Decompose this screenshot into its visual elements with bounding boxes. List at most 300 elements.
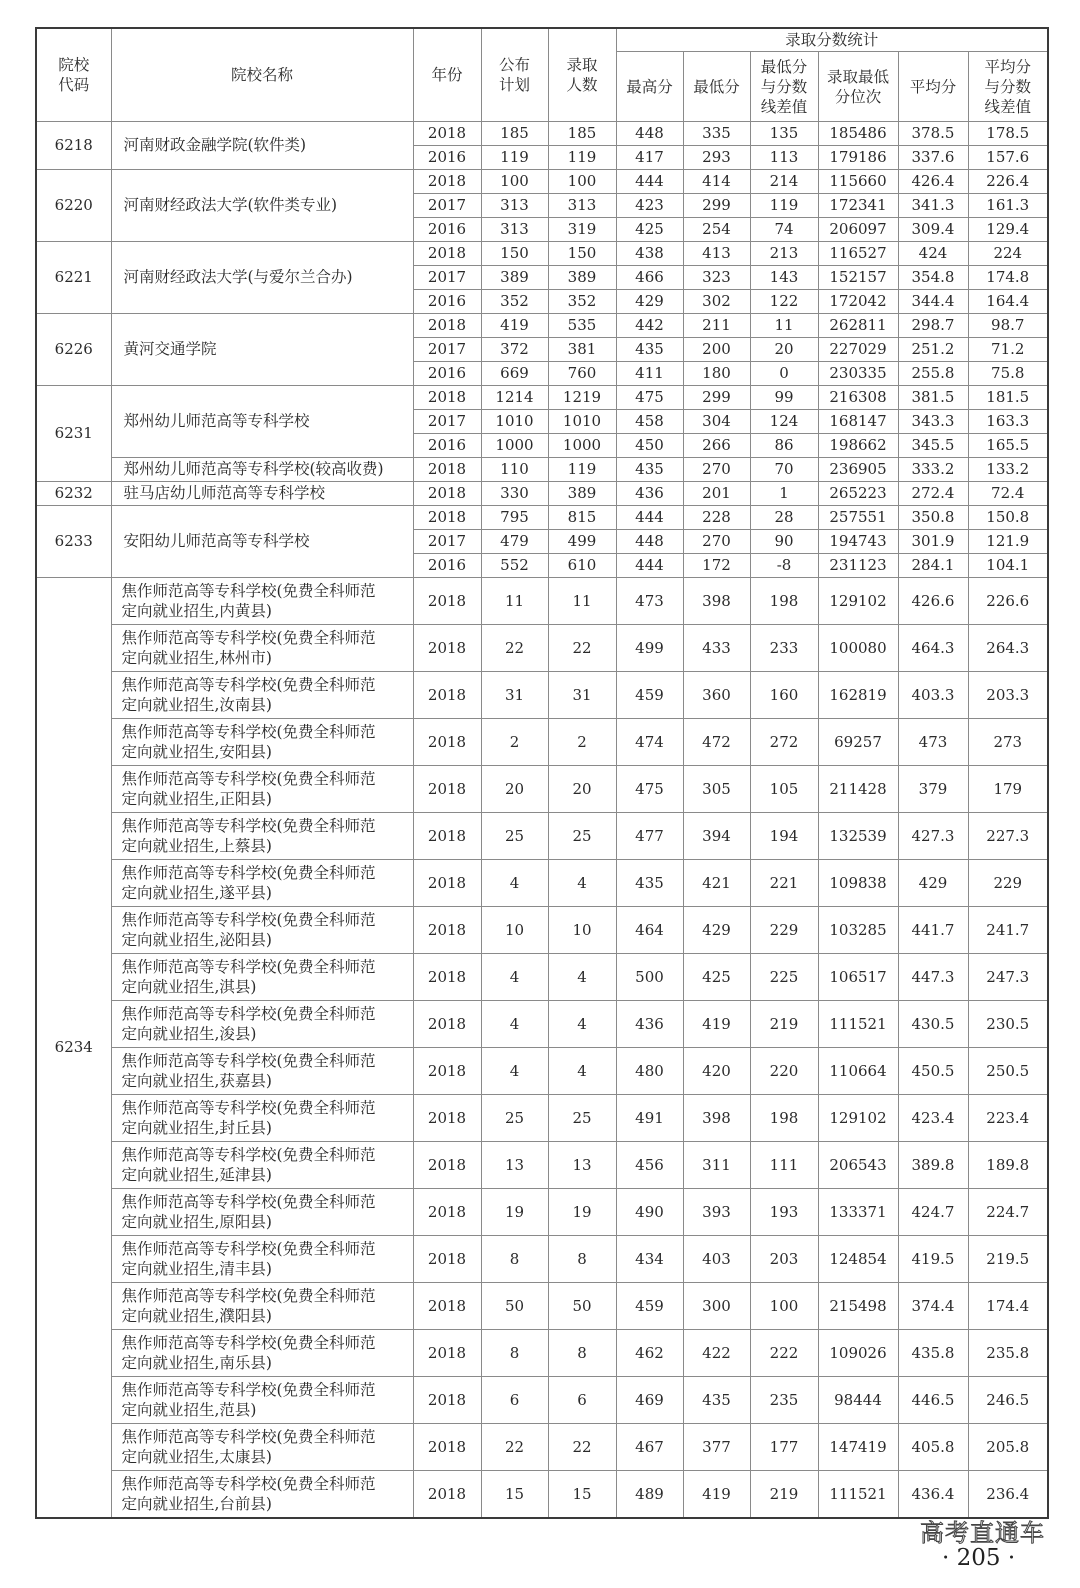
header-name: 院校名称 — [111, 28, 413, 122]
admitted-cell: 50 — [548, 1283, 616, 1330]
avg-diff-cell: 247.3 — [968, 954, 1048, 1001]
plan-cell: 22 — [481, 1424, 548, 1471]
plan-cell: 25 — [481, 1095, 548, 1142]
avg-diff-cell: 189.8 — [968, 1142, 1048, 1189]
plan-cell: 669 — [481, 362, 548, 386]
admitted-cell: 499 — [548, 530, 616, 554]
school-name-line2: 定向就业招生,太康县) — [121, 1448, 272, 1466]
header-stats-group: 录取分数统计 — [616, 28, 1048, 52]
school-name-cell — [111, 1189, 413, 1236]
min-score-cell: 311 — [683, 1142, 750, 1189]
min-diff-cell: 194 — [750, 813, 818, 860]
avg-diff-cell: 203.3 — [968, 672, 1048, 719]
min-rank-cell: 129102 — [818, 1095, 898, 1142]
min-diff-cell: 20 — [750, 338, 818, 362]
school-name-line1: 焦作师范高等专科学校(免费全科师范 — [121, 1475, 376, 1493]
school-name-line2: 定向就业招生,淇县) — [121, 978, 257, 996]
school-name-cell: 黄河交通学院 — [111, 314, 413, 386]
header-code: 院校 代码 — [36, 28, 111, 122]
school-name-line2: 定向就业招生,范县) — [121, 1401, 257, 1419]
admitted-cell: 20 — [548, 766, 616, 813]
max-score-cell: 423 — [616, 194, 683, 218]
year-cell: 2017 — [413, 194, 481, 218]
max-score-cell: 464 — [616, 907, 683, 954]
avg-score-cell: 337.6 — [898, 146, 968, 170]
plan-cell: 50 — [481, 1283, 548, 1330]
max-score-cell: 473 — [616, 578, 683, 625]
header-min-rank: 录取最低 分位次 — [818, 52, 898, 122]
year-cell: 2018 — [413, 860, 481, 907]
school-name-line1: 焦作师范高等专科学校(免费全科师范 — [121, 723, 376, 741]
min-score-cell: 293 — [683, 146, 750, 170]
year-cell: 2018 — [413, 813, 481, 860]
max-score-cell: 435 — [616, 458, 683, 482]
max-score-cell: 477 — [616, 813, 683, 860]
school-name-cell: 河南财政金融学院(软件类) — [111, 122, 413, 170]
plan-cell: 352 — [481, 290, 548, 314]
table-row — [36, 458, 1048, 482]
school-name-line1: 焦作师范高等专科学校(免费全科师范 — [121, 582, 376, 600]
min-score-cell: 360 — [683, 672, 750, 719]
admitted-cell: 389 — [548, 482, 616, 506]
min-score-cell: 413 — [683, 242, 750, 266]
plan-cell: 15 — [481, 1471, 548, 1519]
avg-score-cell: 426.4 — [898, 170, 968, 194]
admitted-cell: 8 — [548, 1330, 616, 1377]
page-number: · 205 · — [942, 1545, 1016, 1571]
year-cell: 2018 — [413, 458, 481, 482]
plan-cell: 11 — [481, 578, 548, 625]
min-score-cell: 377 — [683, 1424, 750, 1471]
year-cell: 2018 — [413, 1330, 481, 1377]
table-row — [36, 1377, 1048, 1424]
min-score-cell: 299 — [683, 386, 750, 410]
table-row — [36, 1048, 1048, 1095]
min-diff-cell: 272 — [750, 719, 818, 766]
max-score-cell: 456 — [616, 1142, 683, 1189]
table-row — [36, 954, 1048, 1001]
school-code-cell: 6234 — [36, 578, 111, 1519]
avg-diff-cell: 179 — [968, 766, 1048, 813]
school-name-cell: 河南财经政法大学(与爱尔兰合办) — [111, 242, 413, 314]
admitted-cell: 10 — [548, 907, 616, 954]
min-diff-cell: 235 — [750, 1377, 818, 1424]
min-score-cell: 172 — [683, 554, 750, 578]
avg-score-cell: 447.3 — [898, 954, 968, 1001]
admission-score-table — [35, 27, 1049, 1519]
year-cell: 2018 — [413, 578, 481, 625]
avg-diff-cell: 121.9 — [968, 530, 1048, 554]
min-rank-cell: 168147 — [818, 410, 898, 434]
school-name-cell — [111, 1377, 413, 1424]
admitted-cell: 4 — [548, 1001, 616, 1048]
year-cell: 2017 — [413, 530, 481, 554]
min-rank-cell: 162819 — [818, 672, 898, 719]
min-diff-cell: 28 — [750, 506, 818, 530]
year-cell: 2018 — [413, 766, 481, 813]
admitted-cell: 119 — [548, 146, 616, 170]
avg-score-cell: 441.7 — [898, 907, 968, 954]
header-avg: 平均分 — [898, 52, 968, 122]
admitted-cell: 760 — [548, 362, 616, 386]
admitted-cell: 1000 — [548, 434, 616, 458]
min-rank-cell: 227029 — [818, 338, 898, 362]
avg-diff-cell: 150.8 — [968, 506, 1048, 530]
min-rank-cell: 106517 — [818, 954, 898, 1001]
school-name-cell: 安阳幼儿师范高等专科学校 — [111, 506, 413, 578]
min-diff-cell: 233 — [750, 625, 818, 672]
year-cell: 2018 — [413, 242, 481, 266]
avg-diff-cell: 104.1 — [968, 554, 1048, 578]
avg-diff-cell: 75.8 — [968, 362, 1048, 386]
year-cell: 2018 — [413, 1236, 481, 1283]
school-code-cell: 6233 — [36, 506, 111, 578]
header-year: 年份 — [413, 28, 481, 122]
avg-diff-cell: 178.5 — [968, 122, 1048, 146]
max-score-cell: 500 — [616, 954, 683, 1001]
year-cell: 2018 — [413, 170, 481, 194]
school-name-line1: 焦作师范高等专科学校(免费全科师范 — [121, 629, 376, 647]
school-name-cell — [111, 907, 413, 954]
min-rank-cell: 109838 — [818, 860, 898, 907]
year-cell: 2018 — [413, 1424, 481, 1471]
school-name-line2: 定向就业招生,濮阳县) — [121, 1307, 272, 1325]
min-diff-cell: 90 — [750, 530, 818, 554]
table-row — [36, 506, 1048, 530]
max-score-cell: 444 — [616, 170, 683, 194]
min-score-cell: 266 — [683, 434, 750, 458]
school-name-line2: 定向就业招生,延津县) — [121, 1166, 272, 1184]
school-name-line2: 定向就业招生,内黄县) — [121, 602, 272, 620]
min-diff-cell: 221 — [750, 860, 818, 907]
plan-cell: 100 — [481, 170, 548, 194]
min-rank-cell: 172042 — [818, 290, 898, 314]
table-row — [36, 625, 1048, 672]
table-row — [36, 719, 1048, 766]
year-cell: 2018 — [413, 314, 481, 338]
avg-diff-cell: 174.8 — [968, 266, 1048, 290]
min-score-cell: 180 — [683, 362, 750, 386]
plan-cell: 313 — [481, 194, 548, 218]
school-name-line1: 焦作师范高等专科学校(免费全科师范 — [121, 1099, 376, 1117]
avg-score-cell: 333.2 — [898, 458, 968, 482]
min-diff-cell: 229 — [750, 907, 818, 954]
avg-diff-cell: 246.5 — [968, 1377, 1048, 1424]
year-cell: 2018 — [413, 1001, 481, 1048]
admitted-cell: 610 — [548, 554, 616, 578]
year-cell: 2018 — [413, 1377, 481, 1424]
school-name-cell — [111, 1142, 413, 1189]
min-diff-cell: 113 — [750, 146, 818, 170]
year-cell: 2018 — [413, 1283, 481, 1330]
avg-score-cell: 405.8 — [898, 1424, 968, 1471]
year-cell: 2016 — [413, 434, 481, 458]
avg-score-cell: 389.8 — [898, 1142, 968, 1189]
avg-score-cell: 341.3 — [898, 194, 968, 218]
school-name-line1: 焦作师范高等专科学校(免费全科师范 — [121, 1240, 376, 1258]
admitted-cell: 8 — [548, 1236, 616, 1283]
min-score-cell: 323 — [683, 266, 750, 290]
avg-diff-cell: 129.4 — [968, 218, 1048, 242]
admitted-cell: 13 — [548, 1142, 616, 1189]
admitted-cell: 1219 — [548, 386, 616, 410]
admitted-cell: 4 — [548, 860, 616, 907]
plan-cell: 4 — [481, 1001, 548, 1048]
avg-diff-cell: 181.5 — [968, 386, 1048, 410]
min-rank-cell: 116527 — [818, 242, 898, 266]
avg-score-cell: 429 — [898, 860, 968, 907]
min-rank-cell: 129102 — [818, 578, 898, 625]
year-cell: 2018 — [413, 386, 481, 410]
min-rank-cell: 172341 — [818, 194, 898, 218]
year-cell: 2018 — [413, 1189, 481, 1236]
year-cell: 2017 — [413, 338, 481, 362]
school-name-line1: 焦作师范高等专科学校(免费全科师范 — [121, 817, 376, 835]
school-name-cell — [111, 578, 413, 625]
max-score-cell: 444 — [616, 554, 683, 578]
table-row — [36, 578, 1048, 625]
school-name-line2: 定向就业招生,遂平县) — [121, 884, 272, 902]
table-row — [36, 813, 1048, 860]
min-rank-cell: 265223 — [818, 482, 898, 506]
min-diff-cell: 225 — [750, 954, 818, 1001]
year-cell: 2016 — [413, 362, 481, 386]
min-rank-cell: 152157 — [818, 266, 898, 290]
school-name-cell — [111, 1471, 413, 1519]
max-score-cell: 444 — [616, 506, 683, 530]
school-name-line1: 焦作师范高等专科学校(免费全科师范 — [121, 864, 376, 882]
avg-score-cell: 381.5 — [898, 386, 968, 410]
avg-score-cell: 379 — [898, 766, 968, 813]
min-diff-cell: 119 — [750, 194, 818, 218]
min-score-cell: 422 — [683, 1330, 750, 1377]
min-rank-cell: 230335 — [818, 362, 898, 386]
avg-score-cell: 426.6 — [898, 578, 968, 625]
year-cell: 2018 — [413, 719, 481, 766]
min-diff-cell: 220 — [750, 1048, 818, 1095]
school-name-cell — [111, 1330, 413, 1377]
min-rank-cell: 206543 — [818, 1142, 898, 1189]
avg-score-cell: 436.4 — [898, 1471, 968, 1519]
admitted-cell: 4 — [548, 1048, 616, 1095]
plan-cell: 8 — [481, 1330, 548, 1377]
min-score-cell: 435 — [683, 1377, 750, 1424]
admitted-cell: 22 — [548, 625, 616, 672]
max-score-cell: 429 — [616, 290, 683, 314]
max-score-cell: 480 — [616, 1048, 683, 1095]
admitted-cell: 535 — [548, 314, 616, 338]
avg-diff-cell: 205.8 — [968, 1424, 1048, 1471]
avg-score-cell: 419.5 — [898, 1236, 968, 1283]
table-row — [36, 314, 1048, 338]
plan-cell: 2 — [481, 719, 548, 766]
min-diff-cell: 214 — [750, 170, 818, 194]
min-score-cell: 419 — [683, 1471, 750, 1519]
avg-diff-cell: 226.4 — [968, 170, 1048, 194]
max-score-cell: 448 — [616, 530, 683, 554]
school-name-line2: 定向就业招生,浚县) — [121, 1025, 257, 1043]
table-row — [36, 1424, 1048, 1471]
min-score-cell: 200 — [683, 338, 750, 362]
avg-score-cell: 301.9 — [898, 530, 968, 554]
year-cell: 2017 — [413, 410, 481, 434]
admitted-cell: 389 — [548, 266, 616, 290]
avg-diff-cell: 230.5 — [968, 1001, 1048, 1048]
min-score-cell: 421 — [683, 860, 750, 907]
school-name-cell — [111, 1283, 413, 1330]
min-rank-cell: 110664 — [818, 1048, 898, 1095]
year-cell: 2018 — [413, 954, 481, 1001]
avg-diff-cell: 227.3 — [968, 813, 1048, 860]
min-rank-cell: 262811 — [818, 314, 898, 338]
max-score-cell: 436 — [616, 1001, 683, 1048]
min-diff-cell: 122 — [750, 290, 818, 314]
table-row — [36, 1095, 1048, 1142]
avg-score-cell: 435.8 — [898, 1330, 968, 1377]
admitted-cell: 100 — [548, 170, 616, 194]
table-row — [36, 1142, 1048, 1189]
min-score-cell: 254 — [683, 218, 750, 242]
school-name-line2: 定向就业招生,安阳县) — [121, 743, 272, 761]
min-score-cell: 429 — [683, 907, 750, 954]
avg-diff-cell: 264.3 — [968, 625, 1048, 672]
min-rank-cell: 216308 — [818, 386, 898, 410]
school-name-cell — [111, 766, 413, 813]
school-name-cell — [111, 813, 413, 860]
avg-score-cell: 464.3 — [898, 625, 968, 672]
avg-score-cell: 378.5 — [898, 122, 968, 146]
avg-score-cell: 272.4 — [898, 482, 968, 506]
plan-cell: 22 — [481, 625, 548, 672]
school-name-line1: 焦作师范高等专科学校(免费全科师范 — [121, 1005, 376, 1023]
min-score-cell: 425 — [683, 954, 750, 1001]
plan-cell: 25 — [481, 813, 548, 860]
max-score-cell: 458 — [616, 410, 683, 434]
school-code-cell: 6232 — [36, 482, 111, 506]
max-score-cell: 462 — [616, 1330, 683, 1377]
min-diff-cell: 203 — [750, 1236, 818, 1283]
plan-cell: 419 — [481, 314, 548, 338]
admitted-cell: 19 — [548, 1189, 616, 1236]
plan-cell: 389 — [481, 266, 548, 290]
min-score-cell: 228 — [683, 506, 750, 530]
avg-diff-cell: 161.3 — [968, 194, 1048, 218]
avg-diff-cell: 163.3 — [968, 410, 1048, 434]
year-cell: 2016 — [413, 290, 481, 314]
min-diff-cell: 111 — [750, 1142, 818, 1189]
school-name-line1: 焦作师范高等专科学校(免费全科师范 — [121, 958, 376, 976]
avg-diff-cell: 223.4 — [968, 1095, 1048, 1142]
min-rank-cell: 69257 — [818, 719, 898, 766]
max-score-cell: 411 — [616, 362, 683, 386]
max-score-cell: 434 — [616, 1236, 683, 1283]
min-rank-cell: 98444 — [818, 1377, 898, 1424]
admitted-cell: 11 — [548, 578, 616, 625]
min-diff-cell: 198 — [750, 1095, 818, 1142]
school-name-line2: 定向就业招生,泌阳县) — [121, 931, 272, 949]
table-row — [36, 482, 1048, 506]
min-score-cell: 419 — [683, 1001, 750, 1048]
min-diff-cell: 177 — [750, 1424, 818, 1471]
admitted-cell: 381 — [548, 338, 616, 362]
table-row — [36, 242, 1048, 266]
plan-cell: 8 — [481, 1236, 548, 1283]
avg-diff-cell: 224.7 — [968, 1189, 1048, 1236]
header-min-diff: 最低分 与分数 线差值 — [750, 52, 818, 122]
year-cell: 2016 — [413, 218, 481, 242]
min-rank-cell: 206097 — [818, 218, 898, 242]
min-diff-cell: 0 — [750, 362, 818, 386]
school-name-cell — [111, 1236, 413, 1283]
min-rank-cell: 109026 — [818, 1330, 898, 1377]
min-diff-cell: 105 — [750, 766, 818, 813]
min-score-cell: 270 — [683, 530, 750, 554]
min-score-cell: 299 — [683, 194, 750, 218]
school-name-line2: 定向就业招生,获嘉县) — [121, 1072, 272, 1090]
avg-score-cell: 423.4 — [898, 1095, 968, 1142]
min-diff-cell: 135 — [750, 122, 818, 146]
avg-score-cell: 403.3 — [898, 672, 968, 719]
min-diff-cell: 99 — [750, 386, 818, 410]
avg-score-cell: 350.8 — [898, 506, 968, 530]
school-name-line1: 焦作师范高等专科学校(免费全科师范 — [121, 1428, 376, 1446]
min-rank-cell: 147419 — [818, 1424, 898, 1471]
school-name-line2: 定向就业招生,林州市) — [121, 649, 272, 667]
school-name-cell — [111, 954, 413, 1001]
year-cell: 2018 — [413, 122, 481, 146]
admitted-cell: 31 — [548, 672, 616, 719]
avg-diff-cell: 273 — [968, 719, 1048, 766]
year-cell: 2018 — [413, 1095, 481, 1142]
admitted-cell: 25 — [548, 1095, 616, 1142]
min-rank-cell: 257551 — [818, 506, 898, 530]
admitted-cell: 352 — [548, 290, 616, 314]
school-name-line1: 焦作师范高等专科学校(免费全科师范 — [121, 770, 376, 788]
avg-score-cell: 344.4 — [898, 290, 968, 314]
min-diff-cell: 219 — [750, 1471, 818, 1519]
max-score-cell: 475 — [616, 766, 683, 813]
min-diff-cell: 198 — [750, 578, 818, 625]
admitted-cell: 119 — [548, 458, 616, 482]
school-name-cell — [111, 860, 413, 907]
avg-score-cell: 251.2 — [898, 338, 968, 362]
school-name-line2: 定向就业招生,封丘县) — [121, 1119, 272, 1137]
min-score-cell: 270 — [683, 458, 750, 482]
school-name-cell — [111, 672, 413, 719]
header-plan: 公布 计划 — [481, 28, 548, 122]
avg-score-cell: 343.3 — [898, 410, 968, 434]
max-score-cell: 475 — [616, 386, 683, 410]
table-row — [36, 860, 1048, 907]
min-diff-cell: 100 — [750, 1283, 818, 1330]
plan-cell: 795 — [481, 506, 548, 530]
header-admitted: 录取 人数 — [548, 28, 616, 122]
header-avg-diff: 平均分 与分数 线差值 — [968, 52, 1048, 122]
avg-score-cell: 427.3 — [898, 813, 968, 860]
admitted-cell: 185 — [548, 122, 616, 146]
avg-score-cell: 309.4 — [898, 218, 968, 242]
min-diff-cell: 219 — [750, 1001, 818, 1048]
max-score-cell: 448 — [616, 122, 683, 146]
min-score-cell: 433 — [683, 625, 750, 672]
school-name-line1: 焦作师范高等专科学校(免费全科师范 — [121, 911, 376, 929]
plan-cell: 10 — [481, 907, 548, 954]
year-cell: 2018 — [413, 1048, 481, 1095]
avg-diff-cell: 164.4 — [968, 290, 1048, 314]
avg-score-cell: 424.7 — [898, 1189, 968, 1236]
school-name-cell: 河南财经政法大学(软件类专业) — [111, 170, 413, 242]
table-row — [36, 907, 1048, 954]
